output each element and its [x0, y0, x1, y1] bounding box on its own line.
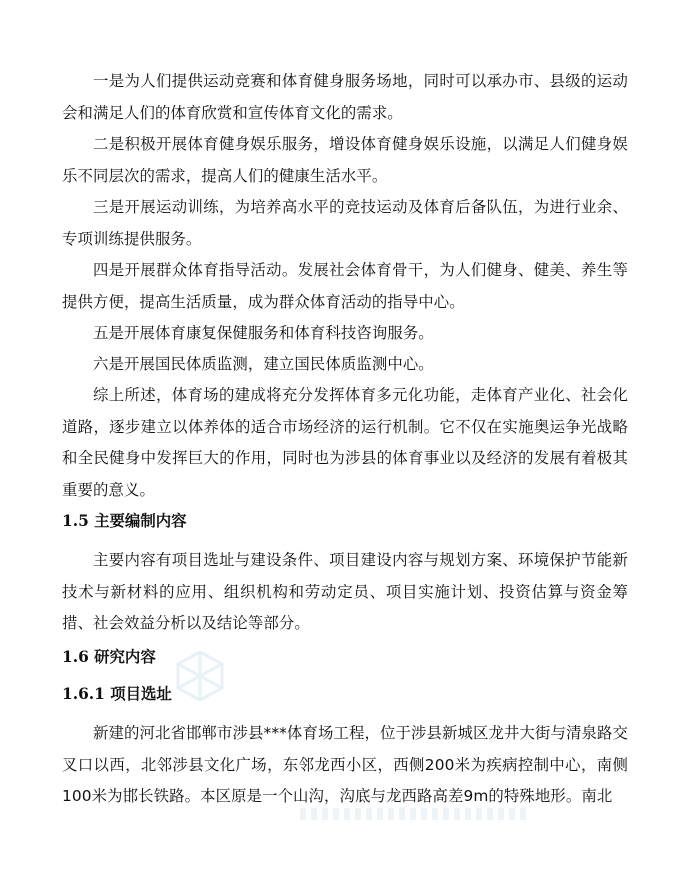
- paragraph-7: 综上所述，体育场的建成将充分发挥体育多元化功能，走体育产业化、社会化道路，逐步建立以体养体的适合市场经济的运行机制。它不仅在实施奥运争光战略和全民健身中发挥巨大的作用，同时也为涉县的体育事业以及经济的发展有着极其重要的意义。: [62, 386, 628, 499]
- paragraph-4: 四是开展群众体育指导活动。发展社会体育骨干，为人们健身、健美、养生等提供方便，提高生活质量，成为群众体育活动的指导中心。: [62, 261, 628, 311]
- section-heading-1-5: [62, 506, 187, 538]
- section-number: 1.6: [62, 648, 89, 666]
- section-heading-1-6-1: [62, 679, 172, 711]
- watermark-logo-icon: [170, 648, 230, 704]
- section-1-6-1-body: 新建的河北省邯郸市涉县***体育场工程，位于涉县新城区龙井大街与清泉路交叉口以西，北邻涉县文化广场，东邻龙西小区，西侧200米为疾病控制中心，南侧100米为邯长铁路。本区原是一个山沟，沟底与龙西路高差9m的特殊地形。南北: [62, 724, 628, 805]
- section-number: 1.5: [62, 512, 89, 530]
- section-number: 1.6.1: [62, 685, 105, 703]
- paragraph-1: 一是为人们提供运动竞赛和体育健身服务场地，同时可以承办市、县级的运动会和满足人们的体育欣赏和宣传体育文化的需求。: [62, 72, 628, 122]
- section-title: 主要编制内容: [94, 512, 187, 530]
- paragraph-6: 六是开展国民体质监测，建立国民体质监测中心。: [93, 355, 434, 373]
- section-title: 项目选址: [110, 685, 172, 703]
- section-heading-1-6: [62, 642, 156, 674]
- paragraph-2: 二是积极开展体育健身娱乐服务，增设体育健身娱乐设施，以满足人们健身娱乐不同层次的需求，提高人们的健康生活水平。: [62, 135, 628, 185]
- section-title: 研究内容: [94, 648, 156, 666]
- section-1-5-body: 主要内容有项目选址与建设条件、项目建设内容与规划方案、环境保护节能新技术与新材料的应用、组织机构和劳动定员、项目实施计划、投资估算与资金筹措、社会效益分析以及结论等部分。: [62, 551, 628, 632]
- paragraph-3: 三是开展运动训练，为培养高水平的竞技运动及体育后备队伍，为进行业余、专项训练提供服务。: [62, 198, 628, 248]
- paragraph-5: 五是开展体育康复保健服务和体育科技咨询服务。: [93, 324, 434, 342]
- watermark-faint-text: [300, 808, 530, 820]
